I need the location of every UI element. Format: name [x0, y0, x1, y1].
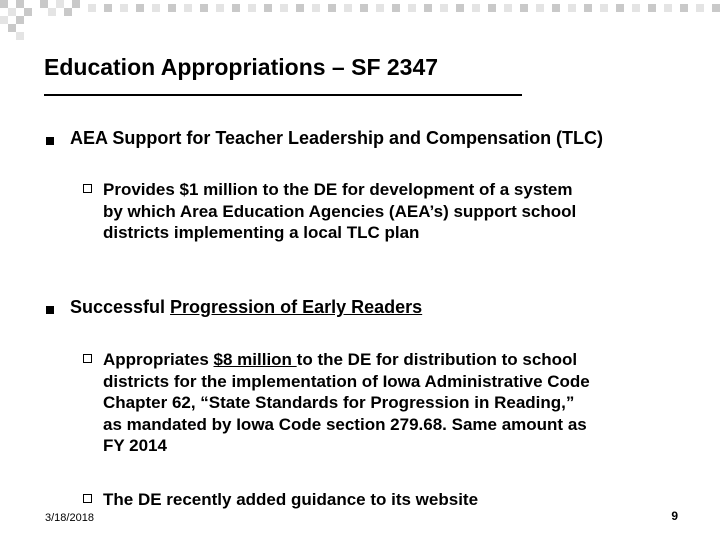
decor-square [680, 4, 688, 12]
decor-square [216, 4, 224, 12]
bullet-aea-support: AEA Support for Teacher Leadership and Compensation (TLC) [70, 128, 604, 148]
decor-square [152, 4, 160, 12]
sub-bullet-appropriates [103, 349, 683, 457]
decor-square [248, 4, 256, 12]
text-line: districts implementing a local TLC plan [103, 223, 420, 242]
decor-square [8, 8, 16, 16]
text-span: Successful [70, 297, 171, 317]
footer-date: 3/18/2018 [45, 512, 94, 524]
decor-square [104, 4, 112, 12]
decor-square [632, 4, 640, 12]
sub-bullet-guidance: The DE recently added guidance to its website [103, 490, 479, 509]
decor-square [16, 32, 24, 40]
decor-square [488, 4, 496, 12]
decor-square [552, 4, 560, 12]
text-line: FY 2014 [103, 436, 167, 455]
decor-square [168, 4, 176, 12]
hollow-square-bullet-icon [83, 184, 92, 193]
decor-square [136, 4, 144, 12]
title-underline [44, 94, 522, 96]
hollow-square-bullet-icon [83, 494, 92, 503]
decor-square [584, 4, 592, 12]
decor-square [296, 4, 304, 12]
slide-title: Education Appropriations – SF 2347 [44, 54, 439, 80]
decor-square [360, 4, 368, 12]
text-span: Appropriates [103, 350, 214, 369]
decor-square [280, 4, 288, 12]
decor-square [0, 16, 8, 24]
decor-square [664, 4, 672, 12]
decor-square [328, 4, 336, 12]
decor-square [16, 16, 24, 24]
decor-square [440, 4, 448, 12]
decor-square [16, 0, 24, 8]
text-line [103, 349, 683, 371]
underlined-text: $8 million [213, 350, 297, 369]
bullet-early-readers [70, 297, 422, 318]
decor-square [0, 0, 8, 8]
decor-square [696, 4, 704, 12]
decor-square [648, 4, 656, 12]
decor-square [376, 4, 384, 12]
sub-bullet-provides [103, 179, 683, 244]
decor-square [184, 4, 192, 12]
decor-square [312, 4, 320, 12]
decor-square [616, 4, 624, 12]
decor-square [56, 0, 64, 8]
decor-square [472, 4, 480, 12]
text-line: districts for the implementation of Iowa Administrative Code [103, 371, 590, 391]
decor-square [504, 4, 512, 12]
decor-square [232, 4, 240, 12]
hollow-square-bullet-icon [83, 354, 92, 363]
decor-square [520, 4, 528, 12]
decor-square [72, 0, 80, 8]
decor-square [88, 4, 96, 12]
decor-square [408, 4, 416, 12]
decor-square [424, 4, 432, 12]
decor-square [24, 8, 32, 16]
decor-square [48, 8, 56, 16]
decor-square [344, 4, 352, 12]
decor-square [8, 24, 16, 32]
text-span: to the DE for distribution to school [296, 350, 578, 369]
square-bullet-icon [46, 306, 54, 314]
decor-square [536, 4, 544, 12]
decor-square [64, 8, 72, 16]
text-line: Chapter 62, “State Standards for Progression in Reading,” [103, 393, 575, 412]
underlined-text: Progression of Early Readers [170, 297, 423, 317]
decor-square [200, 4, 208, 12]
decor-square [712, 4, 720, 12]
text-line: Provides $1 million to the DE for development of a system [103, 180, 573, 199]
decor-square [392, 4, 400, 12]
text-line: as mandated by Iowa Code section 279.68. Same amount as [103, 414, 587, 434]
decor-square [264, 4, 272, 12]
text-line: by which Area Education Agencies (AEA’s) support school [103, 201, 577, 221]
square-bullet-icon [46, 137, 54, 145]
decor-square [40, 0, 48, 8]
decor-square [456, 4, 464, 12]
header-decoration [0, 0, 720, 40]
decor-square [568, 4, 576, 12]
decor-square [120, 4, 128, 12]
decor-square [600, 4, 608, 12]
page-number: 9 [671, 509, 678, 523]
